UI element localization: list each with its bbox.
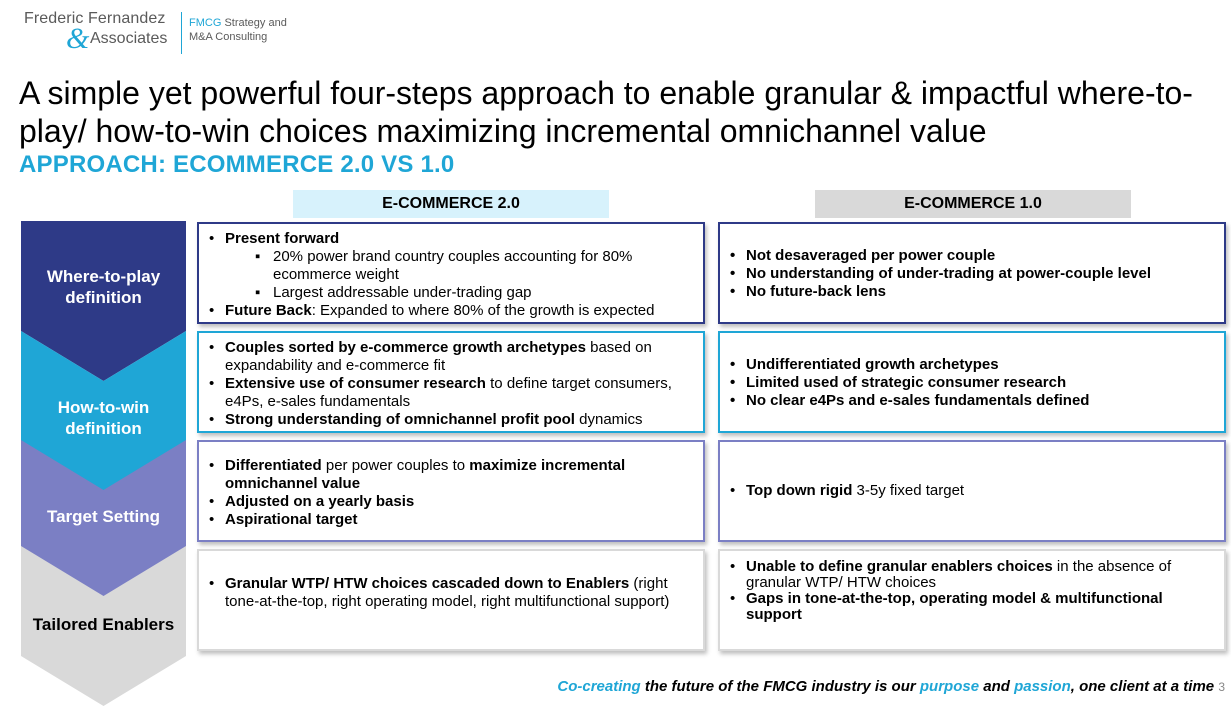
ec2-target-setting-box: [197, 440, 705, 542]
list-item: • Future Back: Expanded to where 80% of the growth is expected: [207, 302, 695, 320]
step-label: How-to-win definition: [57, 398, 150, 438]
step-chevron-tailored-enablers: [21, 546, 186, 706]
ec2-where-to-play-box: [197, 222, 705, 324]
logo-associates: Associates: [90, 30, 168, 47]
list-item: • No future-back lens: [728, 283, 1216, 301]
list-item: • Top down rigid 3-5y fixed target: [728, 482, 1216, 500]
page-subtitle: APPROACH: ECOMMERCE 2.0 VS 1.0: [19, 151, 455, 178]
ec1-where-to-play-box: [718, 222, 1226, 324]
list-item: • Undifferentiated growth archetypes: [728, 356, 1216, 374]
ec1-how-to-win-box: [718, 331, 1226, 433]
footer-tagline: Co-creating the future of the FMCG industry is our purpose and passion, one client at a time 3: [557, 678, 1225, 695]
step-label: Where-to-play definition: [46, 267, 161, 307]
list-item: • Couples sorted by e-commerce growth archetypes based on expandability and e-commerce fit: [207, 339, 695, 375]
list-item: • Gaps in tone-at-the-top, operating model & multifunctional support: [728, 591, 1216, 623]
column-header-ecommerce-1: E-COMMERCE 1.0: [815, 190, 1131, 218]
list-item: • Strong understanding of omnichannel profit pool dynamics: [207, 411, 695, 429]
list-item: • Not desaveraged per power couple: [728, 247, 1216, 265]
list-item: • Adjusted on a yearly basis: [207, 493, 695, 511]
ec1-target-setting-box: [718, 440, 1226, 542]
list-item: • No understanding of under-trading at power-couple level: [728, 265, 1216, 283]
column-header-ecommerce-2: E-COMMERCE 2.0: [293, 190, 609, 218]
list-item: ▪ 20% power brand country couples accounting for 80% ecommerce weight: [207, 248, 695, 284]
step-label: Target Setting: [46, 507, 161, 526]
list-item: • Extensive use of consumer research to define target consumers, e4Ps, e-sales fundamentals: [207, 375, 695, 411]
ec1-tailored-enablers-box: [718, 549, 1226, 651]
ec2-tailored-enablers-box: [197, 549, 705, 651]
page-title: A simple yet powerful four-steps approach to enable granular & impactful where-to-play/ how-to-win choices maximizing incremental omnichannel value: [19, 75, 1193, 149]
logo-tagline: FMCG Strategy and M&A Consulting: [189, 17, 287, 43]
list-item: • Differentiated per power couples to maximize incremental omnichannel value: [207, 457, 695, 493]
ec2-how-to-win-box: [197, 331, 705, 433]
list-item: • Aspirational target: [207, 511, 695, 529]
list-item: • Limited used of strategic consumer research: [728, 374, 1216, 392]
logo-ampersand: &: [66, 22, 90, 55]
step-label: Tailored Enablers: [32, 615, 175, 634]
list-item: • Unable to define granular enablers choices in the absence of granular WTP/ HTW choices: [728, 559, 1216, 591]
list-item: • Granular WTP/ HTW choices cascaded down to Enablers (right tone-at-the-top, right operating model, right multifunctional support): [207, 575, 695, 611]
list-item: ▪ Largest addressable under-trading gap: [207, 284, 695, 302]
logo-name: Frederic Fernandez: [24, 10, 166, 27]
logo-divider: [181, 12, 182, 54]
company-logo: [24, 10, 304, 60]
page-number: 3: [1218, 680, 1225, 694]
list-item: • Present forward: [207, 230, 695, 248]
list-item: • No clear e4Ps and e-sales fundamentals defined: [728, 392, 1216, 410]
